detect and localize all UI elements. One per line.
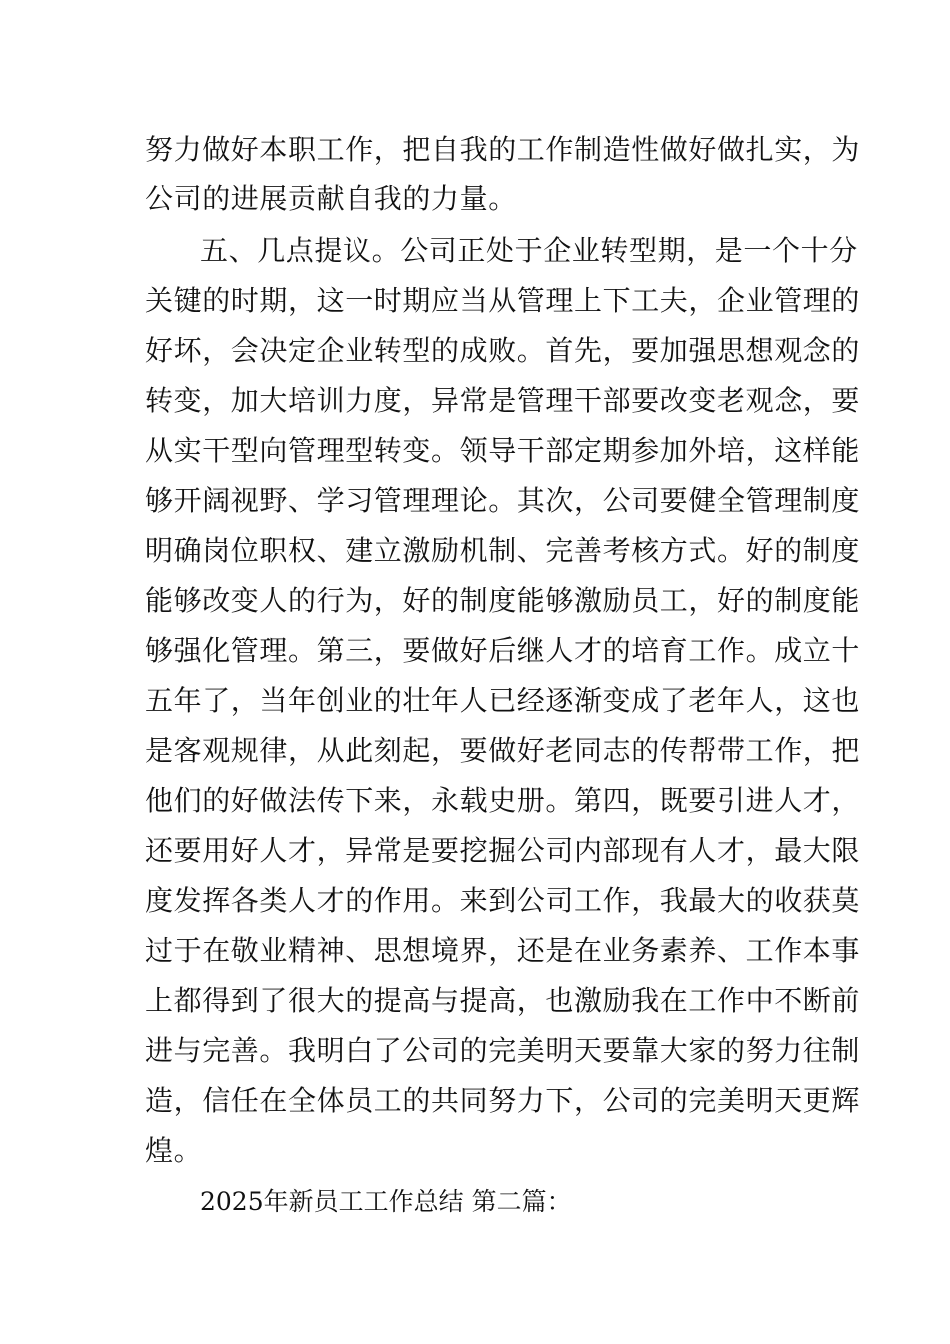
text-line: 能够改变人的行为，好的制度能够激励员工，好的制度能 — [145, 584, 861, 617]
text-line: 关键的时期，这一时期应当从管理上下工夫，企业管理的 — [145, 284, 861, 317]
text-line: 上都得到了很大的提高与提高，也激励我在工作中不断前 — [145, 984, 861, 1017]
text-line: 进与完善。我明白了公司的完美明天要靠大家的努力往制 — [145, 1034, 861, 1067]
text-line: 公司的进展贡献自我的力量。 — [145, 182, 517, 215]
text-line: 过于在敬业精神、思想境界，还是在业务素养、工作本事 — [145, 934, 861, 967]
text-line: 五年了，当年创业的壮年人已经逐渐变成了老年人，这也 — [145, 684, 861, 717]
text-line: 五、几点提议。公司正处于企业转型期，是一个十分 — [200, 234, 858, 267]
text-line: 够强化管理。第三，要做好后继人才的培育工作。成立十 — [145, 634, 861, 667]
text-line: 从实干型向管理型转变。领导干部定期参加外培，这样能 — [145, 434, 861, 467]
text-line: 是客观规律，从此刻起，要做好老同志的传帮带工作，把 — [145, 734, 861, 767]
text-line: 够开阔视野、学习管理理论。其次，公司要健全管理制度 — [145, 484, 861, 517]
text-line: 他们的好做法传下来，永载史册。第四，既要引进人才， — [145, 784, 861, 817]
text-line: 还要用好人才，异常是要挖掘公司内部现有人才，最大限 — [145, 834, 861, 867]
text-line: 好坏，会决定企业转型的成败。首先，要加强思想观念的 — [145, 334, 861, 367]
text-line: 明确岗位职权、建立激励机制、完善考核方式。好的制度 — [145, 534, 861, 567]
text-line: 度发挥各类人才的作用。来到公司工作，我最大的收获莫 — [145, 884, 861, 917]
section-heading: 2025年新员工工作总结 第二篇： — [200, 1187, 572, 1216]
text-line: 煌。 — [145, 1134, 203, 1167]
text-line: 转变，加大培训力度，异常是管理干部要改变老观念，要 — [145, 384, 861, 417]
text-line: 造，信任在全体员工的共同努力下，公司的完美明天更辉 — [145, 1084, 861, 1117]
text-line: 努力做好本职工作，把自我的工作制造性做好做扎实，为 — [145, 133, 861, 166]
